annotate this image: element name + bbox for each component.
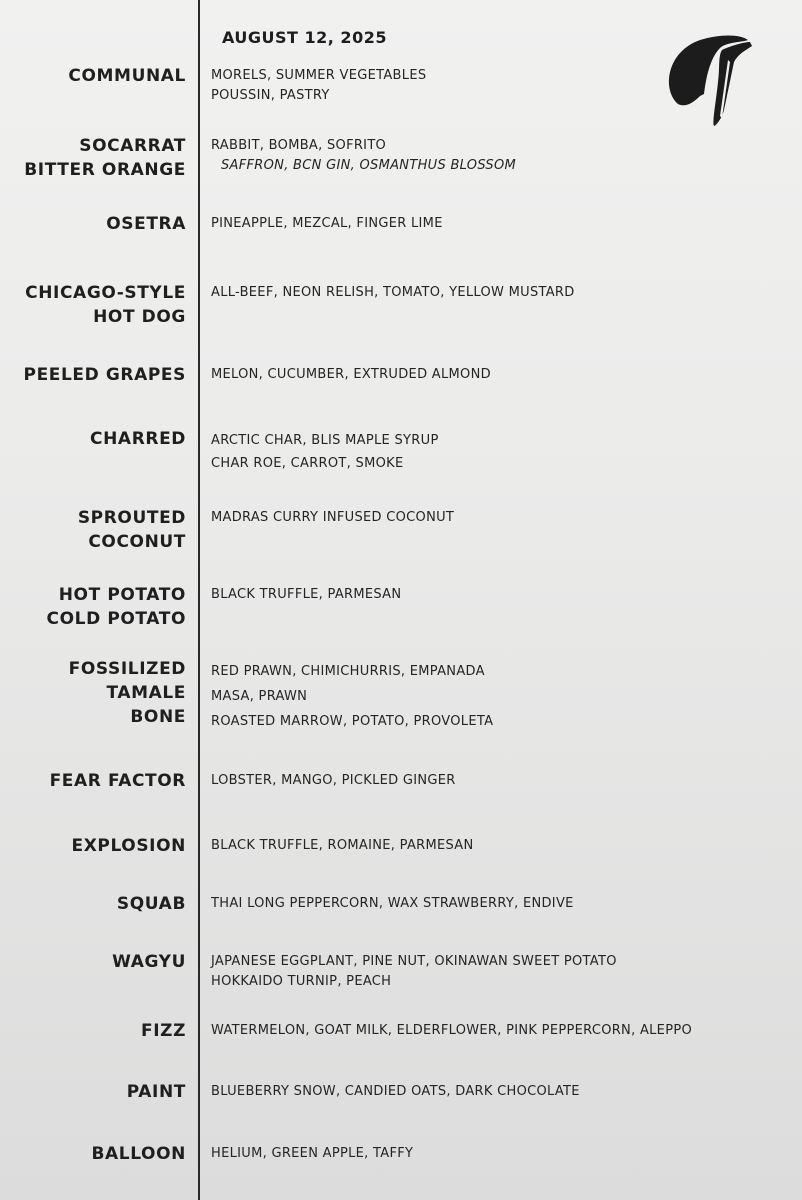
course-name: SOCARRAT BITTER ORANGE: [24, 136, 186, 180]
course-name: BALLOON: [91, 1144, 186, 1164]
course-description: BLACK TRUFFLE, PARMESAN: [211, 587, 402, 602]
course-name: WAGYU: [112, 952, 186, 972]
course-name: CHARRED: [90, 429, 186, 449]
course-name: PAINT: [126, 1082, 186, 1102]
alinea-logo-icon: [660, 32, 752, 128]
course-name: SQUAB: [116, 894, 186, 914]
course-description: PINEAPPLE, MEZCAL, FINGER LIME: [211, 216, 443, 231]
menu-date: AUGUST 12, 2025: [222, 28, 387, 47]
course-name: HOT POTATO COLD POTATO: [46, 585, 186, 629]
course-description: THAI LONG PEPPERCORN, WAX STRAWBERRY, ENDIVE: [211, 896, 574, 911]
course-name: FOSSILIZED TAMALE BONE: [68, 659, 186, 727]
course-description: BLUEBERRY SNOW, CANDIED OATS, DARK CHOCOLATE: [211, 1084, 580, 1099]
course-name: CHICAGO-STYLE HOT DOG: [25, 283, 186, 327]
course-description: MORELS, SUMMER VEGETABLES POUSSIN, PASTRY: [211, 68, 427, 103]
course-name: FIZZ: [141, 1021, 186, 1041]
course-description: LOBSTER, MANGO, PICKLED GINGER: [211, 773, 456, 788]
course-name: COMMUNAL: [68, 66, 186, 86]
course-description: HELIUM, GREEN APPLE, TAFFY: [211, 1146, 414, 1161]
course-description: MADRAS CURRY INFUSED COCONUT: [211, 510, 455, 525]
course-name: OSETRA: [106, 214, 186, 234]
course-name: EXPLOSION: [71, 836, 186, 856]
course-name: SPROUTED COCONUT: [77, 508, 186, 552]
course-description: JAPANESE EGGPLANT, PINE NUT, OKINAWAN SWEET POTATO HOKKAIDO TURNIP, PEACH: [211, 954, 617, 989]
course-description: ALL-BEEF, NEON RELISH, TOMATO, YELLOW MUSTARD: [211, 285, 575, 300]
course-name: PEELED GRAPES: [23, 365, 186, 385]
course-description: RABBIT, BOMBA, SOFRITO SAFFRON, BCN GIN, OSMANTHUS BLOSSOM: [211, 138, 517, 173]
course-description: MELON, CUCUMBER, EXTRUDED ALMOND: [211, 367, 491, 382]
course-name: FEAR FACTOR: [49, 771, 186, 791]
course-description: BLACK TRUFFLE, ROMAINE, PARMESAN: [211, 838, 474, 853]
course-description: RED PRAWN, CHIMICHURRIS, EMPANADA MASA, PRAWN ROASTED MARROW, POTATO, PROVOLETA: [211, 664, 494, 729]
vertical-divider: [198, 0, 200, 1200]
course-description: WATERMELON, GOAT MILK, ELDERFLOWER, PINK PEPPERCORN, ALEPPO: [211, 1023, 693, 1038]
course-description: ARCTIC CHAR, BLIS MAPLE SYRUP CHAR ROE, CARROT, SMOKE: [211, 433, 439, 471]
